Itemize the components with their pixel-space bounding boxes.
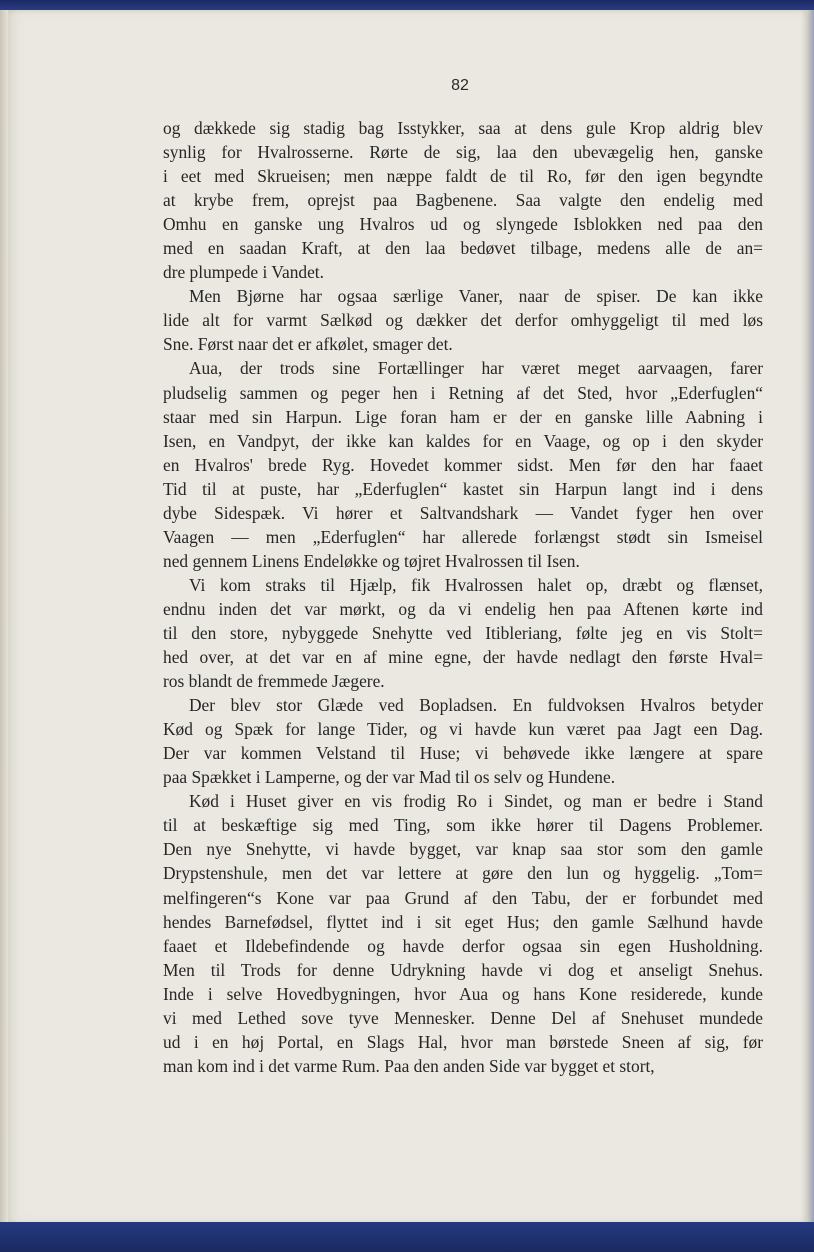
text-line: at krybe frem, oprejst paa Bagbenene. Saa valgte den endelig med	[163, 190, 763, 211]
paragraph	[163, 573, 763, 693]
text-line: Kød i Huset giver en vis frodig Ro i Sindet, og man er bedre i Stand	[189, 791, 763, 812]
text-line: Isen, en Vandpyt, der ikke kan kaldes for en Vaage, og op i den skyder	[163, 430, 763, 451]
text-line: staar med sin Harpun. Lige foran ham er der en ganske lille Aabning i	[163, 406, 763, 427]
paragraph	[163, 789, 763, 1078]
text-line: Drypstenshule, men det var lettere at gøre den lun og hyggelig. „Tom=	[163, 863, 763, 884]
page-gutter-shadow	[0, 10, 8, 1224]
paragraph	[163, 284, 763, 356]
book-cover-bottom-edge	[0, 1222, 814, 1252]
paragraph	[163, 116, 763, 284]
text-line: til den store, nybyggede Snehytte ved Itibleriang, følte jeg en vis Stolt=	[163, 622, 763, 643]
text-line: dre plumpede i Vandet.	[163, 262, 324, 283]
text-line: Kød og Spæk for lange Tider, og vi havde kun været paa Jagt een Dag.	[163, 719, 763, 740]
text-line: hendes Barnefødsel, flyttet ind i sit eget Hus; den gamle Sælhund havde	[163, 911, 763, 932]
text-line: melfingeren“s Kone var paa Grund af den Tabu, der er forbundet med	[163, 887, 763, 908]
text-line: ros blandt de fremmede Jægere.	[163, 671, 385, 692]
text-line: ned gennem Linens Endeløkke og tøjret Hvalrossen til Isen.	[163, 550, 580, 571]
text-line: Vi kom straks til Hjælp, fik Hvalrossen halet op, dræbt og flænset,	[189, 574, 763, 595]
text-line: i eet med Skrueisen; men næppe faldt de til Ro, før den igen begyndte	[163, 166, 763, 187]
page-number: 82	[451, 77, 469, 94]
text-line: faaet et Ildebefindende og havde derfor ogsaa sin egen Husholdning.	[163, 935, 763, 956]
paragraph	[163, 356, 763, 572]
text-line: lide alt for varmt Sælkød og dækker det derfor omhyggeligt til med løs	[163, 310, 763, 331]
text-line: Den nye Snehytte, vi havde bygget, var knap saa stor som den gamle	[163, 839, 763, 860]
text-line: en Hvalros' brede Ryg. Hovedet kommer sidst. Men før den har faaet	[163, 454, 763, 475]
text-line: synlig for Hvalrosserne. Rørte de sig, laa den ubevægelig hen, ganske	[163, 142, 763, 163]
text-line: vi med Lethed sove tyve Mennesker. Denne Del af Snehuset mundede	[163, 1007, 763, 1028]
text-line: Men til Trods for denne Udrykning havde vi dog et anseligt Snehus.	[163, 959, 763, 980]
body-text	[163, 116, 763, 1078]
paragraph	[163, 693, 763, 789]
page-right-edge	[806, 10, 814, 1224]
text-line: Der blev stor Glæde ved Bopladsen. En fuldvoksen Hvalros betyder	[189, 695, 763, 716]
text-line: hed over, at det var en af mine egne, der havde nedlagt den første Hval=	[163, 647, 763, 668]
text-line: man kom ind i det varme Rum. Paa den anden Side var bygget et stort,	[163, 1055, 655, 1076]
text-line: med en saadan Kraft, at den laa bedøvet tilbage, medens alle de an=	[163, 238, 763, 259]
text-line: Men Bjørne har ogsaa særlige Vaner, naar de spiser. De kan ikke	[189, 286, 763, 307]
text-line: Tid til at puste, har „Ederfuglen“ kastet sin Harpun langt ind i dens	[163, 478, 763, 499]
text-line: Inde i selve Hovedbygningen, hvor Aua og hans Kone residerede, kunde	[163, 983, 763, 1004]
text-line: Aua, der trods sine Fortællinger har været meget aarvaagen, farer	[189, 358, 763, 379]
text-line: Omhu en ganske ung Hvalros ud og slyngede Isblokken ned paa den	[163, 214, 763, 235]
text-line: Der var kommen Velstand til Huse; vi behøvede ikke længere at spare	[163, 743, 763, 764]
text-line: ud i en høj Portal, en Slags Hal, hvor man børstede Sneen af sig, før	[163, 1031, 763, 1052]
text-line: og dækkede sig stadig bag Isstykker, saa at dens gule Krop aldrig blev	[163, 118, 763, 138]
text-line: pludselig sammen og peger hen i Retning af det Sted, hvor „Ederfuglen“	[163, 382, 763, 403]
text-line: dybe Sidespæk. Vi hører et Saltvandshark — Vandet fyger hen over	[163, 502, 763, 523]
text-line: paa Spækket i Lamperne, og der var Mad til os selv og Hundene.	[163, 767, 616, 788]
text-line: til at beskæftige sig med Ting, som ikke hører til Dagens Problemer.	[163, 815, 763, 836]
text-line: Sne. Først naar det er afkølet, smager det.	[163, 334, 453, 355]
text-line: Vaagen — men „Ederfuglen“ har allerede forlængst stødt sin Ismeisel	[163, 526, 763, 547]
text-line: endnu inden det var mørkt, og da vi endelig hen paa Aftenen kørte ind	[163, 598, 763, 619]
